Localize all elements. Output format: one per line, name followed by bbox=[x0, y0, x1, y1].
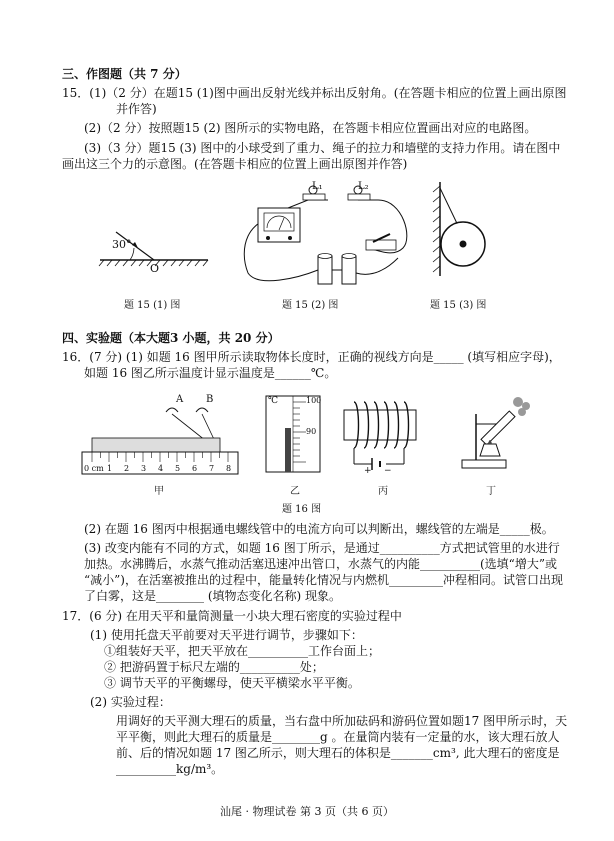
fig16-label-yi: 乙 bbox=[290, 486, 300, 497]
solenoid-plus-label: + bbox=[364, 466, 372, 476]
q16-1-text: 16．(7 分) (1) 如题 16 图甲所示读取物体长度时，正确的视线方向是_____ (填写相应字母)， bbox=[62, 350, 561, 364]
solenoid-minus-label: − bbox=[384, 466, 392, 476]
q16-3-text: (3) 改变内能有不同的方式，如题 16 图丁所示，是通过__________方式把试管里的水进行 bbox=[84, 541, 560, 555]
fig15-3-ball-wall-diagram bbox=[428, 180, 498, 280]
ruler-num: 4 bbox=[158, 464, 164, 473]
ruler-num: 3 bbox=[141, 464, 147, 473]
q15-3-text-cont: 画出这三个力的示意图。(在答题卡相应的位置上画出原图并作答) bbox=[62, 157, 408, 171]
fig15-2-caption: 题 15 (2) 图 bbox=[282, 300, 339, 311]
ruler-num: 1 bbox=[107, 464, 113, 473]
fig15-2-l1-label: L₁ bbox=[312, 181, 323, 192]
page-footer: 汕尾 · 物理试卷 第 3 页（共 6 页） bbox=[220, 805, 394, 818]
q17-1-step3: ③ 调节天平的平衡螺母，使天平横梁水平平衡。 bbox=[104, 676, 360, 690]
q15-3-text: (3)（3 分）题15 (3) 图中的小球受到了重力、绳子的拉力和墙壁的支持力作用。请在图中 bbox=[84, 141, 561, 155]
q15-1-text: 15．(1)（2 分）在题15 (1)图中画出反射光线并标出反射角。(在答题卡相应的位置上画出原图 bbox=[62, 86, 567, 100]
q15-1-text-cont: 并作答) bbox=[116, 102, 157, 116]
q17-2-para1: 用调好的天平测大理石的质量，当右盘中所加砝码和游码位置如题17 图甲所示时，天 bbox=[116, 714, 568, 728]
q16-2-text: (2) 在题 16 图丙中根据通电螺线管中的电流方向可以判断出，螺线管的左端是_____极。 bbox=[84, 522, 554, 536]
fig15-1-angle-label: 30° bbox=[112, 238, 132, 251]
ruler-num: 6 bbox=[192, 464, 198, 473]
q17-2-text: (2) 实验过程： bbox=[90, 695, 171, 709]
fig15-2-circuit-diagram bbox=[228, 178, 418, 293]
ruler-num: 2 bbox=[124, 464, 130, 473]
ruler-num: 7 bbox=[209, 464, 215, 473]
q16-3-text-cont1: 加热。水沸腾后，水蒸气推动活塞迅速冲出管口，水蒸气的内能__________(选填“增大”或 bbox=[84, 557, 557, 571]
q15-2-text: (2)（2 分）按照题15 (2) 图所示的实物电路，在答题卡相应位置画出对应的电路图。 bbox=[84, 121, 537, 135]
fig15-1-point-label: O bbox=[150, 262, 160, 275]
fig16-bing-solenoid-diagram bbox=[340, 398, 420, 478]
fig15-1-caption: 题 15 (1) 图 bbox=[124, 300, 181, 311]
fig16-label-jia: 甲 bbox=[154, 486, 164, 497]
fig15-2-l2-label: L₂ bbox=[358, 181, 369, 192]
q16-1-text-cont: 如题 16 图乙所示温度计显示温度是______℃。 bbox=[84, 366, 337, 380]
ruler-num: 8 bbox=[226, 464, 232, 473]
q16-3-text-cont3: 了白雾，这是________ (填物态变化名称) 现象。 bbox=[84, 589, 341, 603]
fig16-ding-test-tube-diagram bbox=[458, 394, 538, 472]
q17-text: 17．(6 分) 在用天平和量筒测量一小块大理石密度的实验过程中 bbox=[62, 609, 402, 623]
q17-1-text: (1) 使用托盘天平前要对天平进行调节，步骤如下： bbox=[90, 628, 363, 642]
fig16-caption: 题 16 图 bbox=[282, 504, 322, 515]
fig16-label-bing: 丙 bbox=[378, 486, 388, 497]
q17-2-para4: __________kg/m³。 bbox=[116, 762, 224, 776]
ruler-zero-label: 0 cm bbox=[84, 464, 104, 473]
q17-1-step2: ② 把游码置于标尺左端的__________处； bbox=[104, 660, 324, 674]
fig16-label-a: A bbox=[176, 394, 184, 405]
fig15-3-caption: 题 15 (3) 图 bbox=[430, 300, 487, 311]
ruler-num: 5 bbox=[175, 464, 181, 473]
q17-1-step1: ①组装好天平，把天平放在__________工作台面上； bbox=[104, 644, 381, 658]
section3-heading: 三、作图题（共 7 分） bbox=[62, 67, 187, 81]
q16-3-text-cont2: “减小”)，在活塞被推出的过程中，能量转化情况与内燃机_________冲程相同。试管口出现 bbox=[84, 573, 563, 587]
q17-2-para2: 平平衡，则此大理石的质量是________g 。在量筒内装有一定量的水，该大理石放人 bbox=[116, 730, 560, 744]
fig16-label-ding: 丁 bbox=[486, 486, 496, 497]
q17-2-para3: 前、后的情况如题 17 图乙所示，则大理石的体积是_______cm³, 此大理石的密度是 bbox=[116, 746, 560, 760]
thermometer-mid-mark: 90 bbox=[306, 427, 317, 436]
thermometer-top-mark: 100 bbox=[306, 396, 322, 405]
section4-heading: 四、实验题（本大题3 小题，共 20 分） bbox=[62, 331, 280, 345]
fig16-label-b: B bbox=[206, 394, 214, 405]
thermometer-unit: ℃ bbox=[268, 396, 279, 406]
